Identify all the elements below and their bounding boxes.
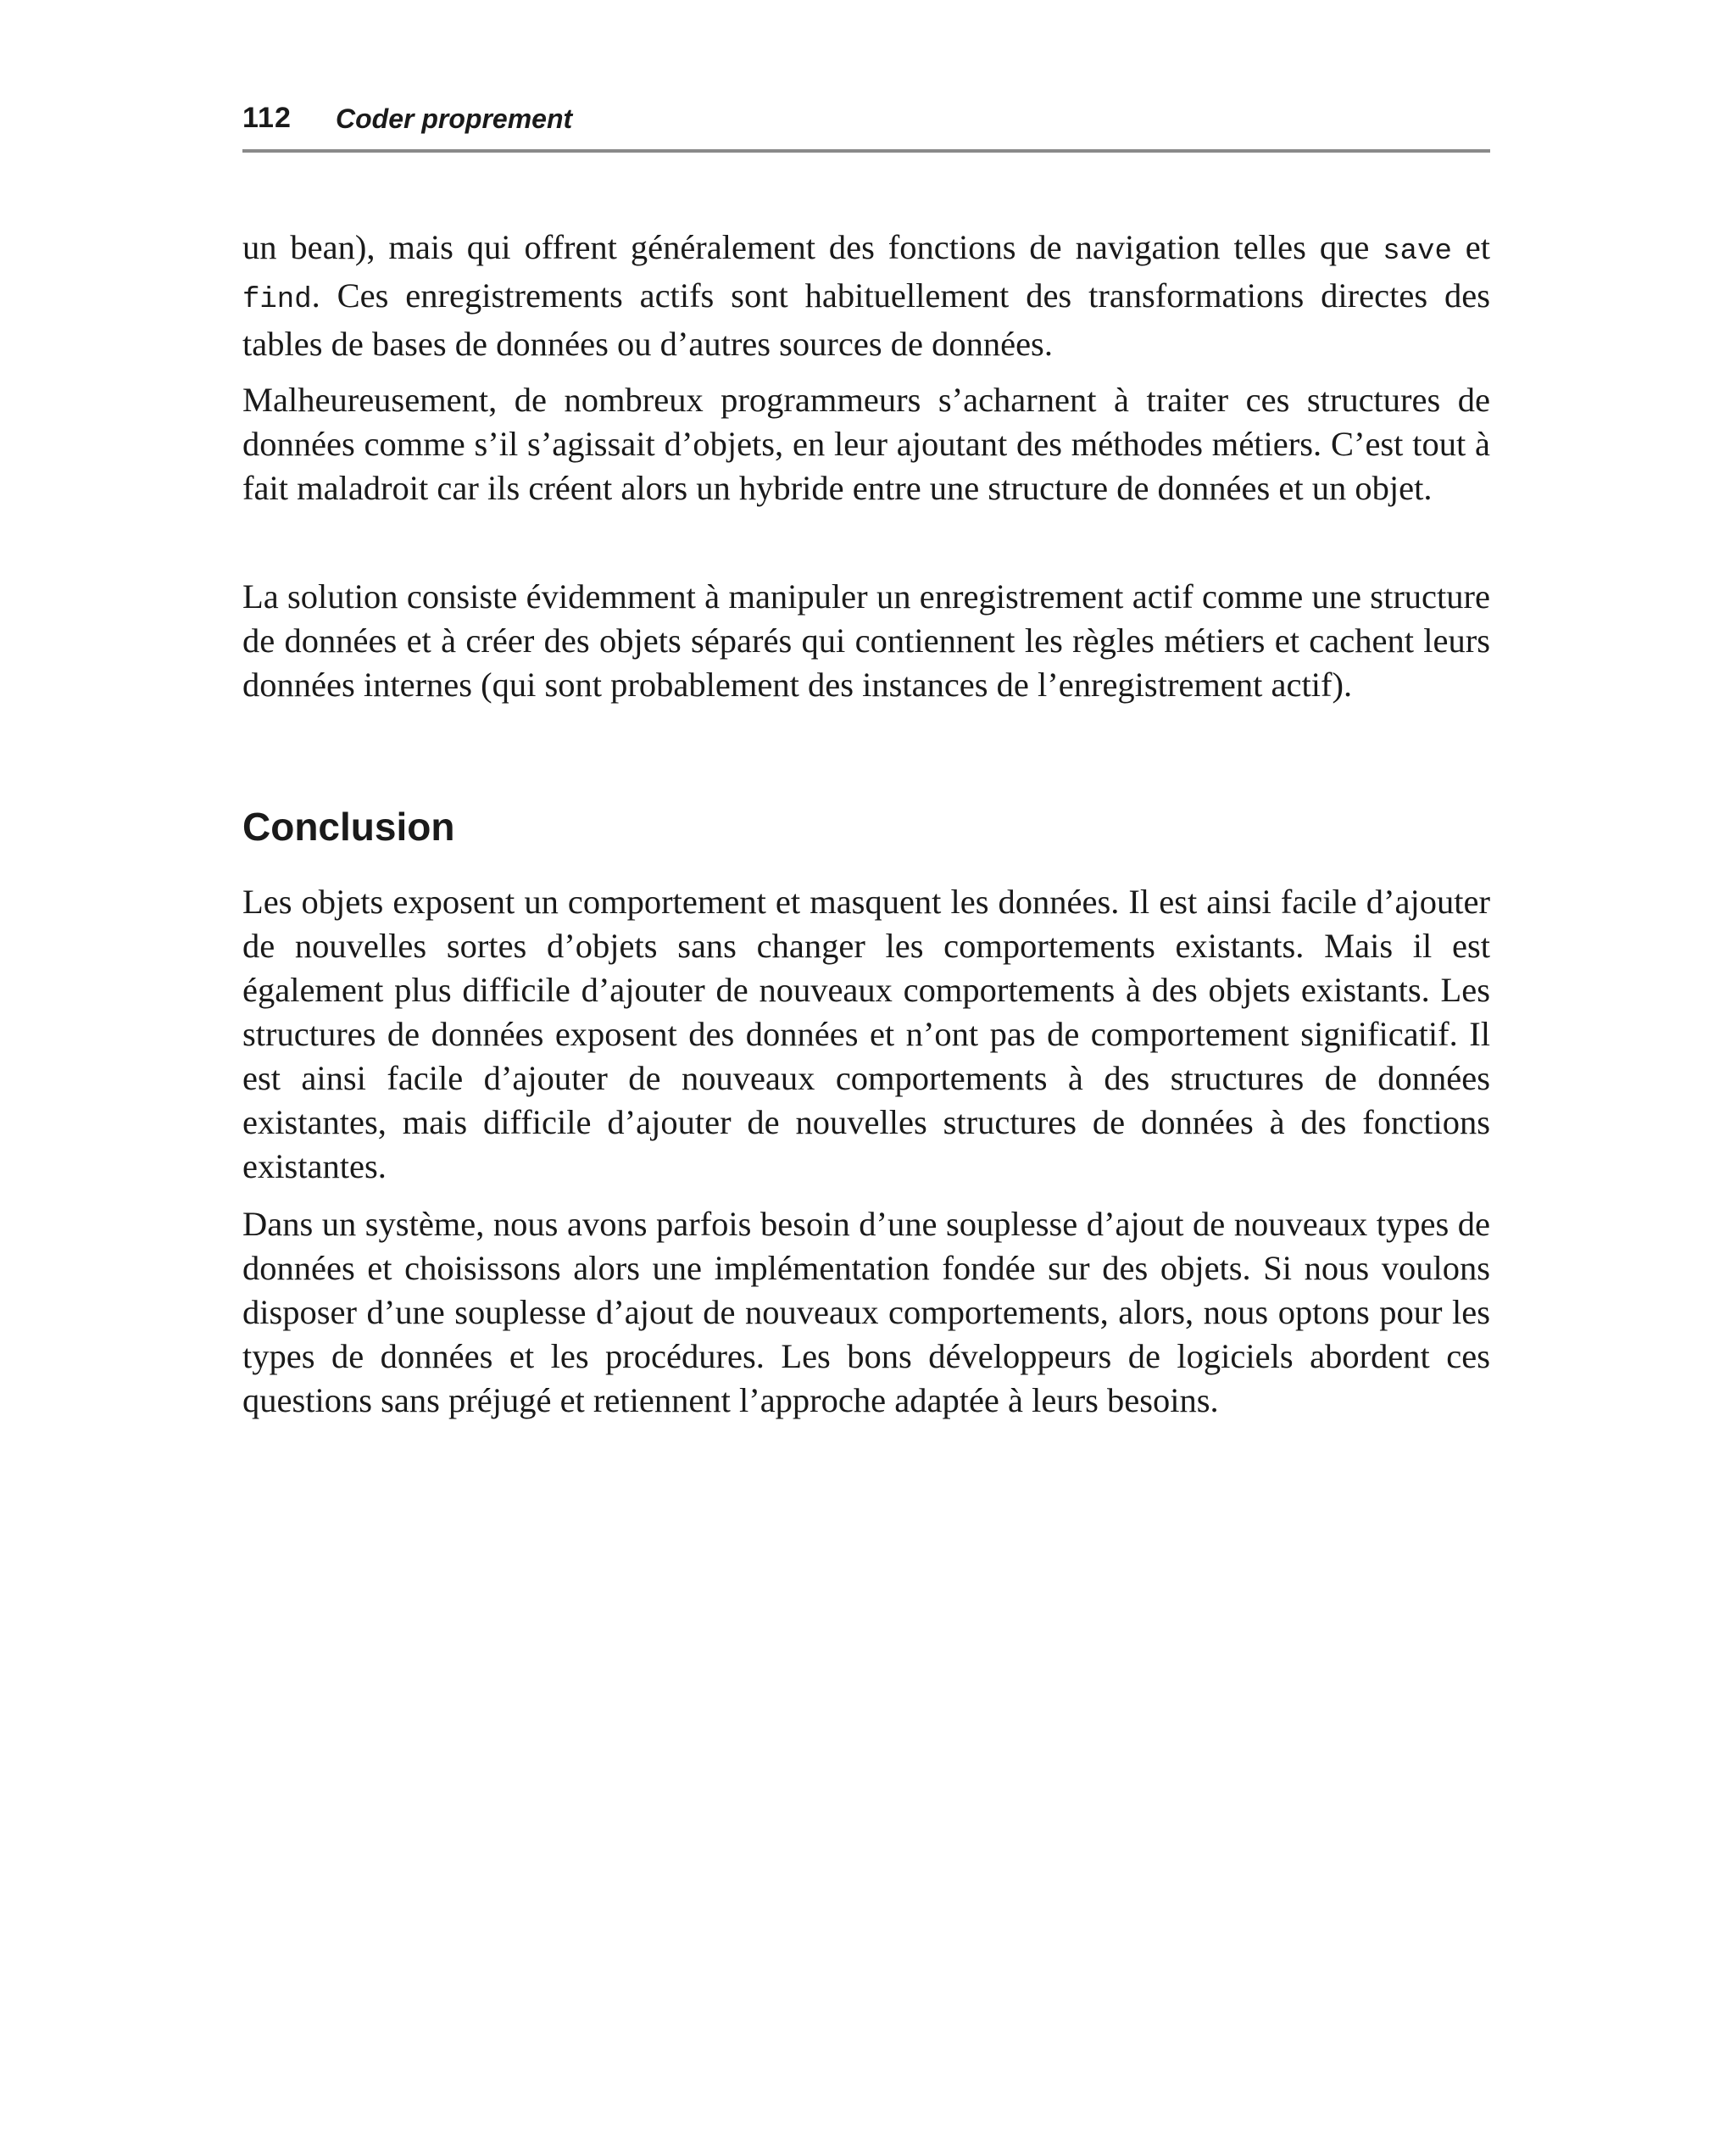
- book-title: Coder proprement: [336, 103, 573, 134]
- paragraph-solution: La solution consiste évidemment à manipuler un enregistrement actif comme une structure de données et à créer des objets séparés qui contiennent les règles métiers et cachent leurs données internes (qui sont probablement des instances de l’enregistrement actif).: [242, 577, 1490, 704]
- running-header: [242, 100, 1490, 153]
- section-heading-conclusion: Conclusion: [242, 805, 455, 849]
- paragraph-hybrid-warning: Malheureusement, de nombreux programmeurs s’acharnent à traiter ces structures de données comme s’il s’agissait d’objets, en leur ajoutant des méthodes métiers. C’est tout à fait maladroit car ils créent alors un hybride entre une structure de données et un objet.: [242, 381, 1490, 507]
- paragraph-text: un bean), mais qui offrent généralement des fonctions de navigation telles que: [242, 228, 1383, 266]
- paragraph-active-records: [242, 226, 1490, 366]
- page-number: 112: [242, 102, 292, 134]
- code-find: find: [242, 284, 312, 316]
- code-save: save: [1383, 236, 1452, 268]
- paragraph-text: et: [1451, 228, 1491, 266]
- paragraph-conclusion-choice: Dans un système, nous avons parfois besoin d’une souplesse d’ajout de nouveaux types de données et choisissons alors une implémentation fondée sur des objets. Si nous voulons disposer d’une souplesse d’ajout de nouveaux comportements, alors, nous optons pour les types de données et les procédures. Les bons développeurs de logiciels abordent ces questions sans préjugé et retiennent l’approche adaptée à leurs besoins.: [242, 1205, 1490, 1419]
- paragraph-text: . Ces enregistrements actifs sont habituellement des transformations directes des tables de bases de données ou d’autres sources de données.: [242, 276, 1490, 363]
- paragraph-conclusion-objects: Les objets exposent un comportement et masquent les données. Il est ainsi facile d’ajouter de nouvelles sortes d’objets sans changer les comportements existants. Mais il est également plus difficile d’ajouter de nouveaux comportements à des objets existants. Les structures de données exposent des données et n’ont pas de comportement significatif. Il est ainsi facile d’ajouter de nouveaux comportements à des structures de données existantes, mais difficile d’ajouter de nouvelles structures de données à des fonctions existantes.: [242, 883, 1490, 1185]
